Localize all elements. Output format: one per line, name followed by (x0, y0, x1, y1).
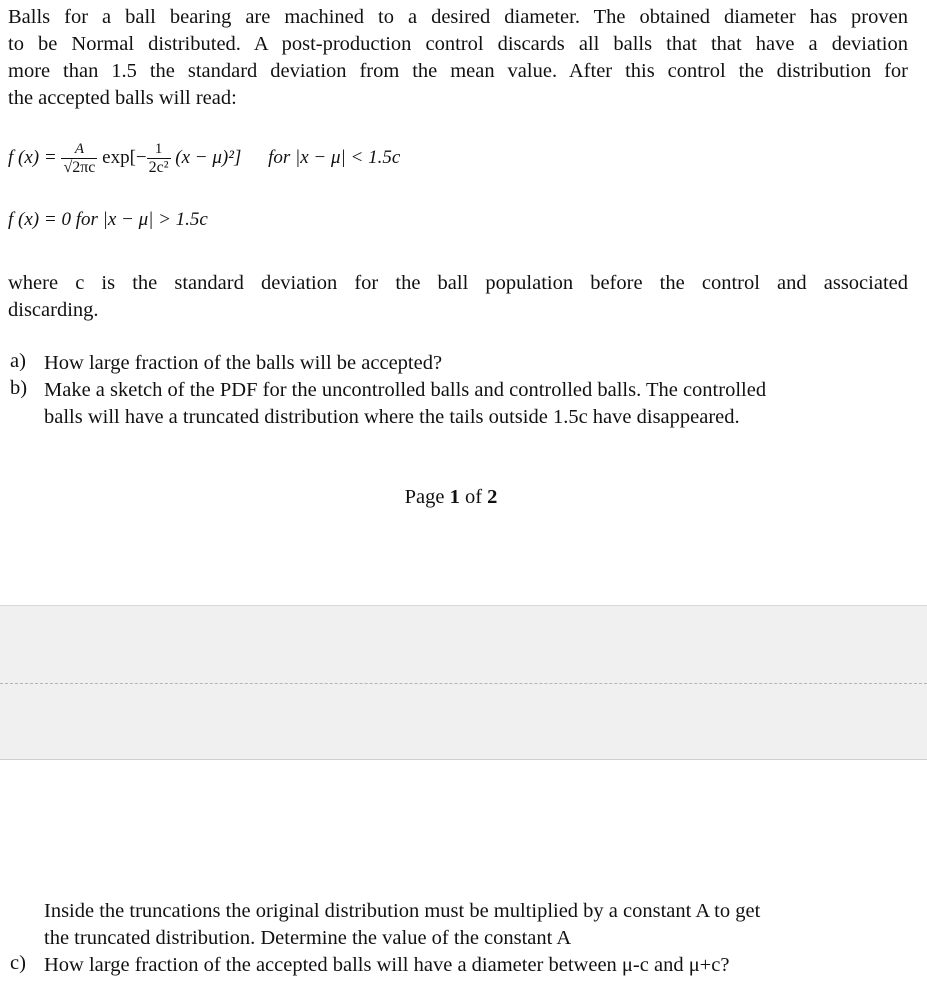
pdf-formula (8, 140, 400, 177)
intro-line: more than 1.5 the standard deviation from the mean value. After this control the distribution for (8, 60, 908, 82)
question-a-text (44, 350, 884, 377)
question-line: Make a sketch of the PDF for the uncontrolled balls and controlled balls. The controlled (44, 379, 767, 401)
current-page: 1 (449, 486, 460, 508)
intro-line: Balls for a ball bearing are machined to a desired diameter. The obtained diameter has proven (8, 6, 908, 28)
intro-line: to be Normal distributed. A post-production control discards all balls that that have a deviation (8, 33, 908, 55)
normalization-fraction (61, 140, 97, 177)
question-b-text (44, 377, 884, 431)
fraction-denominator: 2c² (148, 159, 169, 176)
continuation-paragraph (44, 898, 884, 952)
exponent-body: (x − μ)²] (175, 146, 242, 168)
continuation-line: Inside the truncations the original distribution must be multiplied by a constant A to get (44, 900, 761, 922)
formula-lhs: f (x) = (8, 146, 57, 168)
page-number (0, 486, 902, 509)
formula-condition: for |x − μ| < 1.5c (268, 146, 401, 168)
where-line: discarding. (8, 299, 99, 321)
where-paragraph (8, 270, 908, 324)
question-c-text: How large fraction of the accepted balls will have a diameter between μ-c and μ+c? (44, 954, 730, 976)
question-a-label: a) (10, 350, 26, 372)
fraction-numerator: 1 (154, 141, 163, 157)
question-line: How large fraction of the balls will be accepted? (44, 352, 443, 374)
intro-line: the accepted balls will read: (8, 87, 237, 109)
page-word: Page (404, 486, 445, 508)
intro-paragraph (8, 4, 908, 112)
of-word: of (464, 486, 483, 508)
exponent-fraction (147, 140, 171, 177)
continuation-line: the truncated distribution. Determine the value of the constant A (44, 927, 572, 949)
pdf-zero-formula: f (x) = 0 for |x − μ| > 1.5c (8, 209, 208, 230)
fraction-numerator: A (74, 141, 84, 157)
question-c-label: c) (10, 952, 26, 974)
question-b-label: b) (10, 377, 28, 399)
total-pages: 2 (487, 486, 498, 508)
fraction-denominator: √2πc (63, 159, 96, 176)
page-break-divider (0, 683, 927, 684)
exp-term: exp[− (102, 146, 147, 168)
question-line: balls will have a truncated distribution where the tails outside 1.5c have disappeared. (44, 406, 740, 428)
where-line: where c is the standard deviation for the ball population before the control and associated (8, 272, 908, 294)
